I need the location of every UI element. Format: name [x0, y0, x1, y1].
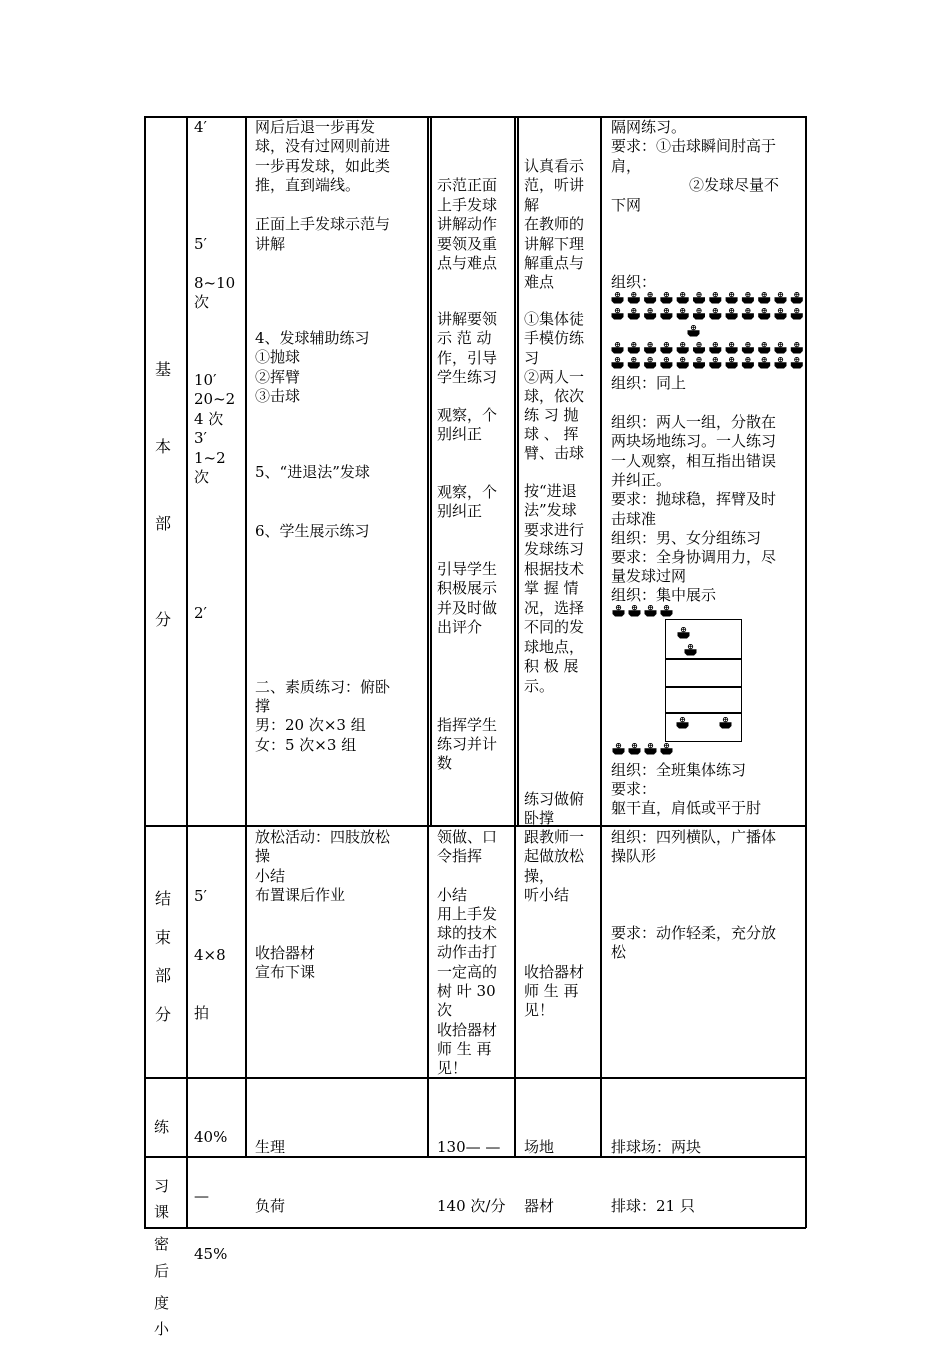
- time-value: 10′: [194, 371, 217, 389]
- student-line: 起做放松: [524, 847, 585, 865]
- teacher-line: 练习并计: [437, 735, 498, 753]
- teacher-line: 次: [437, 1001, 453, 1019]
- content-line: 宣布下课: [255, 963, 316, 981]
- time-value: 4 次: [194, 410, 224, 428]
- col-divider-student-inner: [517, 116, 519, 826]
- student-figure-icon: [613, 743, 625, 754]
- teacher-line: 见！: [437, 1059, 468, 1077]
- student-line: 操，: [524, 867, 555, 885]
- student-figure-icon: [645, 605, 657, 616]
- time-value: 5′: [194, 887, 207, 905]
- summary-content-cell: [188, 1158, 804, 1226]
- basic-teacher-cell: [437, 118, 511, 772]
- time-value: 3′: [194, 429, 207, 447]
- teacher-line: 动作击打: [437, 943, 498, 961]
- org-line: 隔网练习。: [611, 118, 687, 136]
- teacher-line: 领做、口: [437, 828, 498, 846]
- student-line: 况，选择: [524, 599, 585, 617]
- time-value: 4′: [194, 118, 207, 136]
- student-line: 球地点，: [524, 638, 585, 656]
- org-line: 操队形: [611, 847, 657, 865]
- ending-time-cell: [194, 848, 242, 1043]
- content-line: 讲解: [255, 235, 286, 253]
- net-line: [665, 686, 742, 688]
- student-figure-icon: [661, 605, 673, 616]
- ending-section-char: 结: [154, 889, 171, 908]
- student-line: 在教师的: [524, 215, 585, 233]
- density-value: 45%: [194, 1245, 228, 1263]
- student-line: 臂、击球: [524, 444, 585, 462]
- table-left-border: [144, 116, 146, 1228]
- summary-label-char: 后: [154, 1261, 170, 1280]
- org-line: 组织：集中展示: [611, 586, 717, 604]
- content-line: 网后后退一步再发: [255, 118, 376, 136]
- content-line: 6、学生展示练习: [255, 522, 370, 540]
- basic-section-char: 部: [154, 514, 171, 533]
- venue-label-line: 场地: [524, 1138, 555, 1156]
- col-divider-student: [514, 116, 516, 1157]
- col-divider-teacher: [427, 116, 429, 1157]
- student-line: 根据技术: [524, 560, 585, 578]
- summary-label-char: 课: [154, 1203, 170, 1221]
- teacher-line: 示范正面: [437, 176, 498, 194]
- student-line: 法”发球: [524, 501, 577, 519]
- content-line: 正面上手发球示范与: [255, 215, 391, 233]
- time-value: 拍: [194, 1004, 210, 1022]
- org-line: 要求：抛球稳，挥臂及时: [611, 490, 777, 508]
- teacher-line: 球的技术: [437, 924, 498, 942]
- basic-section-char: 分: [154, 610, 171, 629]
- org-line: 击球准: [611, 510, 657, 528]
- ending-teacher-cell: [437, 828, 511, 1082]
- teacher-line: 小结: [437, 886, 468, 904]
- student-line: 练习做俯: [524, 790, 585, 808]
- content-line: 撑: [255, 697, 271, 715]
- teacher-line: 示 范 动: [437, 329, 492, 347]
- row-divider-ending: [144, 825, 806, 827]
- org-line: 要求：全身协调用力，尽: [611, 548, 777, 566]
- ending-content-cell: [255, 828, 425, 981]
- ending-student-cell: [524, 828, 598, 1019]
- basic-student-cell: [524, 118, 598, 827]
- teacher-line: 出评介: [437, 618, 483, 636]
- student-line: 球 、 挥: [524, 425, 579, 443]
- teacher-line: 数: [437, 754, 453, 772]
- time-value: 4×8: [194, 945, 226, 964]
- student-line: 见！: [524, 1001, 555, 1019]
- student-line: 难点: [524, 273, 555, 291]
- student-line: 解重点与: [524, 254, 585, 272]
- col-divider-time: [186, 116, 188, 1228]
- org-line: 组织：同上: [611, 374, 687, 392]
- org-line: 组织：全班集体练习: [611, 761, 747, 779]
- teacher-line: 积极展示: [437, 579, 498, 597]
- content-line: ③击球: [255, 387, 301, 405]
- org-line: 下网: [611, 196, 642, 214]
- court-line: [665, 712, 742, 714]
- student-figure-icon: [613, 605, 625, 616]
- content-line: 一步再发球，如此类: [255, 157, 391, 175]
- ending-section-char: 束: [154, 928, 171, 947]
- student-line: 练 习 抛: [524, 406, 579, 424]
- time-value: 8~10: [194, 274, 236, 292]
- content-line: 小结: [255, 867, 286, 885]
- student-line: 球，依次: [524, 387, 585, 405]
- student-figure-icon: [645, 743, 657, 754]
- student-line: 听小结: [524, 886, 570, 904]
- org-line: 两块场地练习。一人练习: [611, 432, 777, 450]
- org-line: 量发球过网: [611, 567, 687, 585]
- student-line: 积 极 展: [524, 657, 579, 675]
- teacher-line: 作，引导: [437, 349, 498, 367]
- col-divider-content: [245, 116, 247, 1157]
- student-line: 不同的发: [524, 618, 585, 636]
- org-line: 松: [611, 943, 627, 961]
- venue-value-line: 排球场：两块: [611, 1138, 702, 1156]
- ending-section-char: 分: [154, 1005, 171, 1024]
- time-value: 1~2: [194, 449, 226, 467]
- time-value: 2′: [194, 604, 207, 622]
- teacher-line: 引导学生: [437, 560, 498, 578]
- org-line: 躯干直，肩低或平于肘: [611, 799, 762, 817]
- time-value: 次: [194, 293, 210, 311]
- org-line: 并纠正。: [611, 471, 672, 489]
- teacher-line: 用上手发: [437, 905, 498, 923]
- ending-organization-cell: [611, 828, 803, 961]
- student-line: 讲解下理: [524, 235, 585, 253]
- org-line: 要求：动作轻柔，充分放: [611, 924, 777, 942]
- density-label-char: 习: [154, 1176, 170, 1195]
- teacher-line: 别纠正: [437, 502, 483, 520]
- content-line: 放松活动：四肢放松: [255, 828, 391, 846]
- density-label-char: 密: [154, 1235, 170, 1253]
- content-line: 5、“进退法”发球: [255, 463, 370, 481]
- teacher-line: 并及时做: [437, 599, 498, 617]
- content-line: 球，没有过网则前进: [255, 137, 391, 155]
- basic-organization-cell: [611, 118, 803, 817]
- density-label-char: 练: [154, 1118, 170, 1136]
- basic-section-char: 基: [154, 360, 171, 379]
- student-line: 发球练习: [524, 540, 585, 558]
- student-figure-icon: [661, 743, 673, 754]
- content-line: ①抛球: [255, 348, 301, 366]
- org-line: 一人观察，相互指出错误: [611, 452, 777, 470]
- student-line: 认真看示: [524, 157, 585, 175]
- summary-label-cell: [154, 1164, 182, 1359]
- summary-label-char: 小: [154, 1320, 170, 1338]
- density-value: 40%: [194, 1128, 228, 1146]
- student-line: 解: [524, 196, 540, 214]
- table-right-border: [805, 116, 807, 1228]
- load-label-line: 生理: [255, 1138, 286, 1156]
- student-figure-icon: [629, 743, 641, 754]
- time-value: 5′: [194, 235, 207, 253]
- venue-label-line: 器材: [524, 1196, 555, 1215]
- teacher-line: 收拾器材: [437, 1021, 498, 1039]
- basic-time-cell: [194, 118, 242, 622]
- student-line: 卧撑: [524, 809, 555, 827]
- heart-rate-line: 130— —: [437, 1138, 501, 1156]
- teacher-line: 观察，个: [437, 483, 498, 501]
- student-line: 收拾器材: [524, 963, 585, 981]
- teacher-line: 上手发球: [437, 196, 498, 214]
- teacher-line: 别纠正: [437, 425, 483, 443]
- teacher-line: 学生练习: [437, 368, 498, 386]
- student-figure-icon: [629, 605, 641, 616]
- student-line: 范，听讲: [524, 176, 585, 194]
- ending-section-char: 部: [154, 966, 171, 985]
- teacher-line: 指挥学生: [437, 716, 498, 734]
- content-line: ②挥臂: [255, 368, 301, 386]
- load-label-line: 负荷: [255, 1196, 286, 1215]
- teacher-line: 令指挥: [437, 847, 483, 865]
- org-line: ②发球尽量不: [689, 176, 780, 194]
- content-line: 女：5 次×3 组: [255, 736, 357, 754]
- teacher-line: 师 生 再: [437, 1040, 492, 1058]
- student-line: 按“进退: [524, 482, 577, 500]
- heart-rate-line: 140 次/分: [437, 1196, 506, 1215]
- student-line: ①集体徒: [524, 310, 585, 328]
- student-line: ②两人一: [524, 368, 585, 386]
- student-line: 要求进行: [524, 521, 585, 539]
- org-line: 组织：四列横队，广播体: [611, 828, 777, 846]
- basic-content-cell: [255, 118, 425, 754]
- teacher-line: 要领及重: [437, 235, 498, 253]
- basic-section-char: 本: [154, 437, 171, 456]
- content-line: 二、素质练习：俯卧: [255, 678, 391, 696]
- time-value: 20~2: [194, 390, 236, 408]
- org-line: 肩，: [611, 157, 642, 175]
- court-line: [665, 658, 742, 660]
- content-line: 收拾器材: [255, 944, 316, 962]
- density-value: —: [194, 1186, 209, 1205]
- student-line: 掌 握 情: [524, 579, 579, 597]
- org-line: 要求：①击球瞬间肘高于: [611, 137, 777, 155]
- student-line: 习: [524, 349, 540, 367]
- court-diagram: [665, 619, 742, 742]
- teacher-line: 观察，个: [437, 406, 498, 424]
- student-line: 示。: [524, 677, 555, 695]
- org-line: 要求：: [611, 780, 657, 798]
- time-value: 次: [194, 468, 210, 486]
- venue-value-line: 排球：21 只: [611, 1196, 695, 1215]
- teacher-line: 讲解动作: [437, 215, 498, 233]
- content-line: 布置课后作业: [255, 886, 346, 904]
- student-line: 师 生 再: [524, 982, 579, 1000]
- teacher-line: 讲解要领: [437, 310, 498, 328]
- density-label-char: 度: [154, 1293, 170, 1312]
- org-line: 组织：两人一组，分散在: [611, 413, 777, 431]
- student-line: 手模仿练: [524, 329, 585, 347]
- col-divider-organization: [600, 116, 602, 1157]
- teacher-line: 点与难点: [437, 254, 498, 272]
- content-line: 操: [255, 847, 271, 865]
- col-divider-teacher-inner: [430, 116, 432, 826]
- content-line: 推，直到端线。: [255, 176, 361, 194]
- teacher-line: 一定高的: [437, 963, 498, 981]
- content-line: 男：20 次×3 组: [255, 716, 366, 734]
- content-line: 4、发球辅助练习: [255, 329, 370, 347]
- student-line: 跟教师一: [524, 828, 585, 846]
- org-line: 组织：男、女分组练习: [611, 529, 762, 547]
- org-line: 组织：: [611, 273, 657, 291]
- teacher-line: 树 叶 30: [437, 982, 496, 1000]
